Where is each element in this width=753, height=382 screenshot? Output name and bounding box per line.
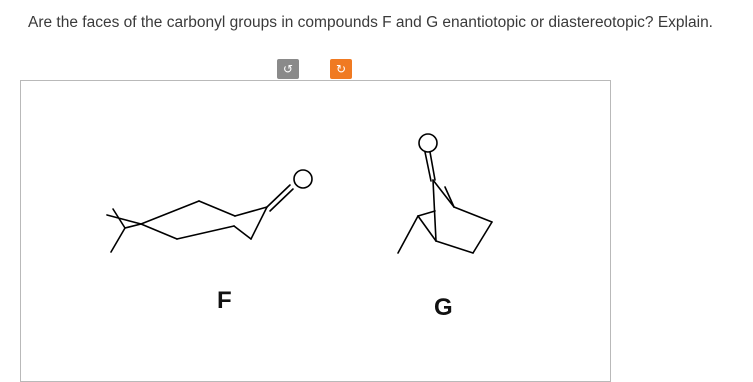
redo-icon: ↻ xyxy=(335,62,347,76)
question-text: Are the faces of the carbonyl groups in compounds F and G enantiotopic or diastereotopic? Explain. xyxy=(28,14,713,31)
drawing-canvas xyxy=(20,80,611,382)
redo-button[interactable] xyxy=(330,59,352,79)
compound-f-label: F xyxy=(217,287,232,314)
undo-icon: ↺ xyxy=(282,62,294,76)
compound-f-structure xyxy=(107,170,312,252)
structures-svg xyxy=(21,81,610,381)
compound-g-structure xyxy=(398,134,492,253)
compound-g-label: G xyxy=(434,294,453,321)
undo-button[interactable] xyxy=(277,59,299,79)
